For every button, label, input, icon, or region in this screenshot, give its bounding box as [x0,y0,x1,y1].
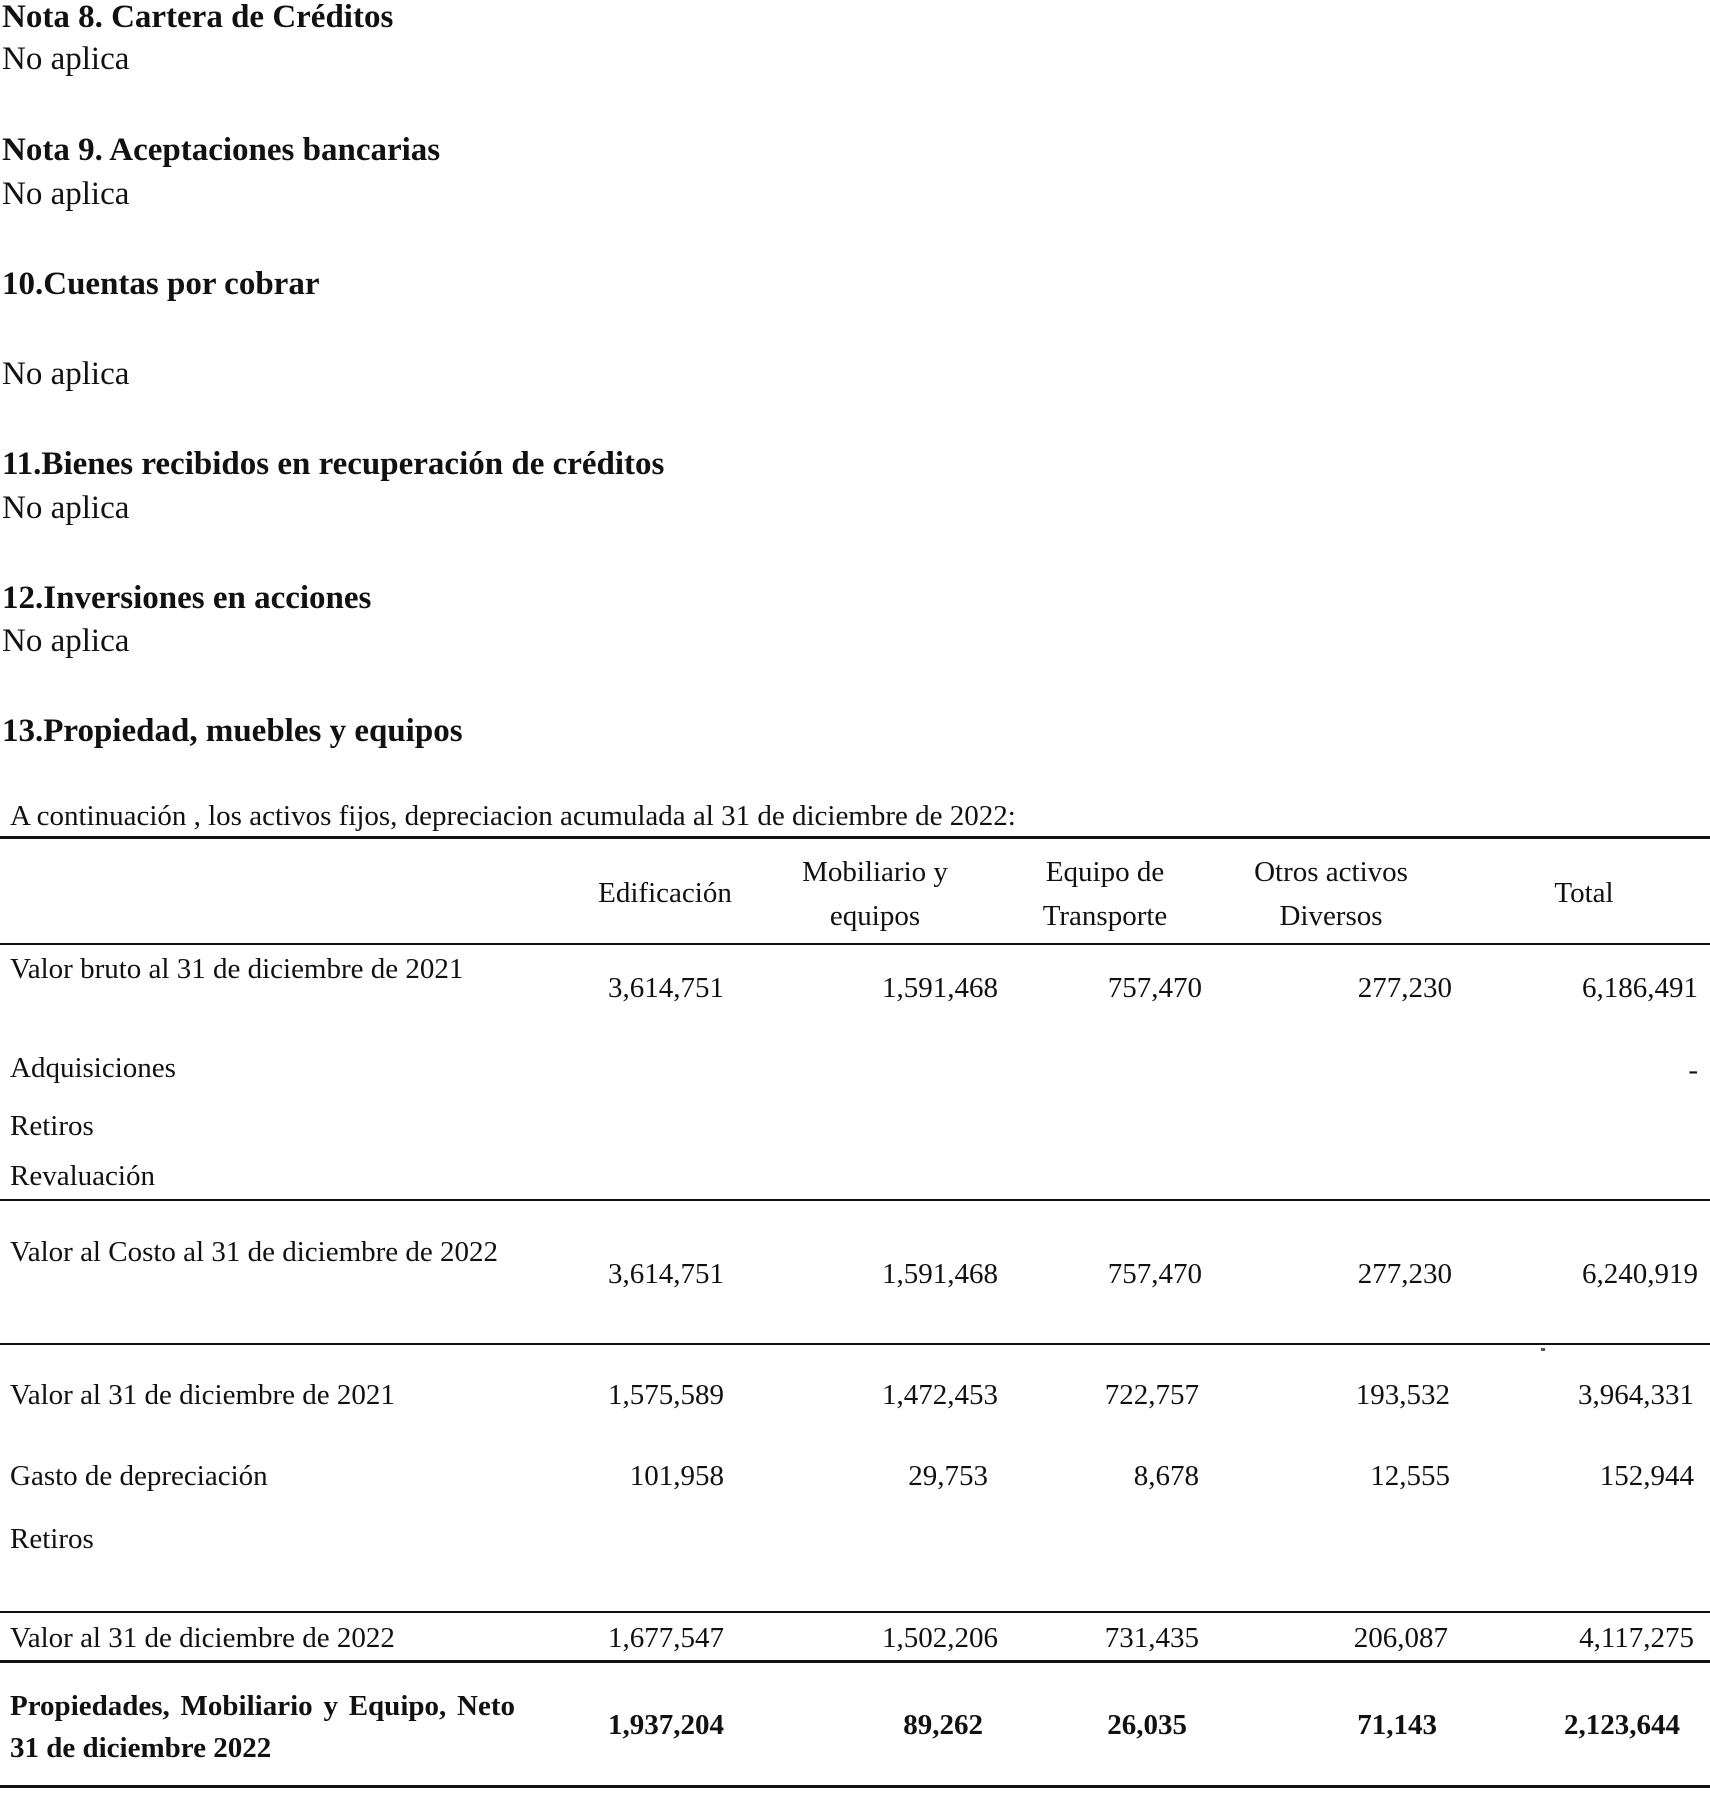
col-header-otros-line-1: Otros activos [1254,856,1408,888]
col-header-total-line-1: Total [1554,877,1614,909]
cell-2022-equipo: 731,435 [1104,1622,1199,1654]
table-bottom-rule [0,1785,1710,1788]
header-bottom-rule [0,943,1710,945]
col-header-mobiliario [765,850,985,938]
cell-2021-equipo: 722,757 [1104,1379,1199,1411]
rule-before-neto [0,1660,1710,1663]
row-label-valor-2021: Valor al 31 de diciembre de 2021 [10,1379,395,1411]
cell-gasto-edificacion: 101,958 [629,1460,724,1492]
cell-valor-bruto-total: 6,186,491 [1582,972,1698,1004]
col-header-edificacion [555,871,775,915]
cell-2022-edificacion: 1,677,547 [608,1622,724,1654]
cell-2021-total: 3,964,331 [1578,1379,1694,1411]
cell-valor-bruto-otros: 277,230 [1357,972,1452,1004]
row-label-gasto-depreciacion: Gasto de depreciación [10,1460,268,1492]
note-12-heading: 12.Inversiones en acciones [2,580,372,616]
note-10-text: No aplica [2,356,130,392]
cell-2022-otros: 206,087 [1353,1622,1448,1654]
scan-mark [1541,1348,1545,1351]
row-label-adquisiciones: Adquisiciones [10,1052,176,1084]
cell-2022-total: 4,117,275 [1579,1622,1694,1654]
cell-gasto-total: 152,944 [1599,1460,1694,1492]
note-12-text: No aplica [2,623,130,659]
cell-gasto-mobiliario: 29,753 [908,1460,988,1492]
cell-valor-bruto-mobiliario: 1,591,468 [882,972,998,1004]
row-label-retiros-depreciacion: Retiros [10,1523,94,1555]
cell-2022-mobiliario: 1,502,206 [882,1622,998,1654]
cell-2021-otros: 193,532 [1355,1379,1450,1411]
row-label-valor-2022: Valor al 31 de diciembre de 2022 [10,1622,395,1654]
cell-neto-total: 2,123,644 [1564,1709,1680,1741]
col-header-mobiliario-line-1: Mobiliario y [802,856,948,888]
rule-before-valor-2022 [0,1611,1710,1613]
col-header-otros-line-2: Diversos [1279,900,1383,932]
col-header-edificacion-line-1: Edificación [598,877,732,909]
cell-neto-equipo: 26,035 [1107,1709,1187,1741]
table-intro: A continuación , los activos fijos, depreciacion acumulada al 31 de diciembre de 2022: [10,800,1016,832]
table-top-rule [0,836,1710,839]
cell-valor-bruto-edificacion: 3,614,751 [608,972,724,1004]
col-header-mobiliario-line-2: equipos [829,900,921,932]
col-header-equipo-line-2: Transporte [1042,900,1168,932]
cell-costo-edificacion: 3,614,751 [608,1258,724,1290]
cell-adquisiciones-total: - [1688,1054,1698,1086]
note-9-heading: Nota 9. Aceptaciones bancarias [2,132,441,168]
rule-before-depreciacion [0,1343,1710,1345]
cell-neto-otros: 71,143 [1357,1709,1437,1741]
col-header-total [1474,871,1694,915]
row-label-retiros: Retiros [10,1110,94,1142]
note-10-heading: 10.Cuentas por cobrar [2,266,320,302]
note-11-heading: 11.Bienes recibidos en recuperación de créditos [2,446,665,482]
cell-neto-edificacion: 1,937,204 [608,1709,724,1741]
row-label-valor-costo: Valor al Costo al 31 de diciembre de 2022 [10,1236,499,1268]
col-header-equipo-transporte [995,850,1215,938]
col-header-equipo-line-1: Equipo de [1045,856,1165,888]
rule-before-costo [0,1199,1710,1201]
cell-costo-total: 6,240,919 [1582,1258,1698,1290]
cell-gasto-equipo: 8,678 [1133,1460,1199,1492]
cell-valor-bruto-equipo: 757,470 [1107,972,1202,1004]
note-13-heading: 13.Propiedad, muebles y equipos [2,713,463,749]
col-header-otros-activos [1221,850,1441,938]
cell-neto-mobiliario: 89,262 [903,1709,983,1741]
cell-costo-equipo: 757,470 [1107,1258,1202,1290]
note-9-text: No aplica [2,176,130,212]
cell-2021-edificacion: 1,575,589 [608,1379,724,1411]
note-11-text: No aplica [2,490,130,526]
row-label-valor-bruto: Valor bruto al 31 de diciembre de 2021 [10,953,464,985]
note-8-text: No aplica [2,41,130,77]
row-label-neto: Propiedades, Mobiliario y Equipo, Neto 31 de diciembre 2022 [10,1690,515,1764]
cell-costo-otros: 277,230 [1357,1258,1452,1290]
cell-2021-mobiliario: 1,472,453 [882,1379,998,1411]
cell-gasto-otros: 12,555 [1370,1460,1450,1492]
note-8-heading: Nota 8. Cartera de Créditos [2,0,394,35]
row-label-revaluacion: Revaluación [10,1160,155,1192]
cell-costo-mobiliario: 1,591,468 [882,1258,998,1290]
